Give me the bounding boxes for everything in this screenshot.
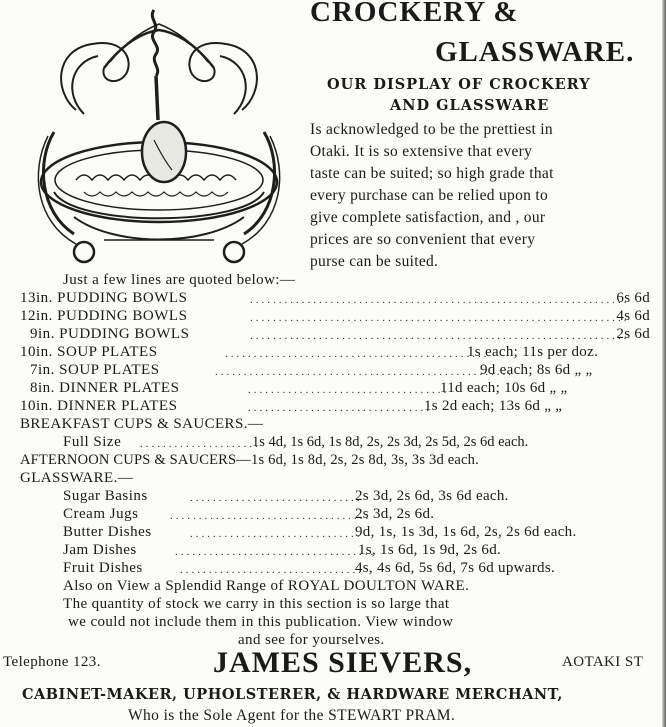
price-row bbox=[0, 344, 660, 361]
item-label: Jam Dishes bbox=[63, 542, 137, 558]
item-label: 7in. SOUP PLATES bbox=[30, 362, 160, 378]
item-price: 2s 3d, 2s 6d, 3s 6d each. bbox=[355, 488, 509, 504]
intro-line: purse can be suited. bbox=[310, 253, 439, 270]
breakfast-heading: BREAKFAST CUPS & SAUCERS.— bbox=[20, 416, 264, 432]
headline-crockery: CROCKERY & bbox=[310, 0, 519, 28]
leader-dots: .................................................... bbox=[215, 366, 514, 378]
leader-dots: .................................................................. bbox=[250, 294, 630, 306]
price-row bbox=[0, 290, 660, 307]
leader-dots: ................................ bbox=[248, 402, 432, 414]
leader-dots: .................................................................. bbox=[250, 312, 630, 324]
item-price: 6s 6d bbox=[616, 290, 650, 306]
headline-glassware: GLASSWARE. bbox=[435, 36, 635, 68]
leader-dots: .............................. bbox=[190, 492, 363, 504]
price-row bbox=[0, 380, 660, 397]
merchant-name: JAMES SIEVERS, bbox=[213, 646, 473, 679]
afternoon-cups-line: AFTERNOON CUPS & SAUCERS—1s 6d, 1s 8d, 2s, 2s 8d, 3s, 3s 3d each. bbox=[20, 452, 479, 468]
item-price: 2s 6d bbox=[616, 326, 650, 342]
item-label: 13in. PUDDING BOWLS bbox=[20, 290, 188, 306]
page-edge-shadow bbox=[662, 0, 666, 727]
item-price: 1s 4d, 1s 6d, 1s 8d, 2s, 2s 3d, 2s 5d, 2s 6d each. bbox=[252, 434, 529, 450]
intro-line: Is acknowledged to be the prettiest in bbox=[310, 121, 553, 138]
item-price: 1s 2d each; 13s 6d „ „ bbox=[424, 398, 563, 414]
street-address: AOTAKI ST bbox=[562, 654, 644, 670]
item-price: 11d each; 10s 6d „ „ bbox=[440, 380, 568, 396]
price-row bbox=[0, 362, 660, 379]
item-price: 1s, 1s 6d, 1s 9d, 2s 6d. bbox=[358, 542, 502, 558]
price-row bbox=[0, 308, 660, 325]
full-size-row bbox=[0, 434, 660, 451]
item-label: Butter Dishes bbox=[63, 524, 152, 540]
quantity-line: and see for yourselves. bbox=[238, 632, 385, 648]
dish-illustration bbox=[14, 2, 304, 272]
leader-dots: .............................................. bbox=[225, 348, 490, 360]
telephone-number: Telephone 123. bbox=[3, 654, 101, 670]
item-price: 4s 6d bbox=[616, 308, 650, 324]
leader-dots: .............................. bbox=[190, 528, 363, 540]
item-label: 9in. PUDDING BOWLS bbox=[30, 326, 190, 342]
intro-line: give complete satisfaction, and , our bbox=[310, 209, 546, 226]
item-price: 1s each; 11s per doz. bbox=[467, 344, 599, 360]
intro-line: Otaki. It is so extensive that every bbox=[310, 143, 533, 160]
leader-dots: .................................................................. bbox=[250, 330, 630, 342]
trade-description: CABINET-MAKER, UPHOLSTERER, & HARDWARE MERCHANT, bbox=[22, 686, 563, 703]
item-price: 9d each; 8s 6d „ „ bbox=[480, 362, 593, 378]
item-label: 10in. DINNER PLATES bbox=[20, 398, 178, 414]
intro-line: prices are so convenient that every bbox=[310, 231, 536, 248]
intro-line: every purchase can be relied upon to bbox=[310, 187, 549, 204]
price-row bbox=[0, 398, 660, 415]
item-price: 2s 3d, 2s 6d. bbox=[355, 506, 435, 522]
item-price: 4s, 4s 6d, 5s 6d, 7s 6d upwards. bbox=[355, 560, 556, 576]
price-row bbox=[0, 326, 660, 343]
quantity-line: we could not include them in this publication. View window bbox=[68, 614, 454, 630]
subheading-glassware: AND GLASSWARE bbox=[390, 97, 550, 114]
subheading-display: OUR DISPLAY OF CROCKERY bbox=[327, 76, 591, 93]
leader-dots: ................................ bbox=[180, 564, 364, 576]
glass-row bbox=[0, 542, 660, 559]
leader-dots: ................................... bbox=[170, 510, 372, 522]
item-label: Full Size bbox=[63, 434, 122, 450]
item-label: 12in. PUDDING BOWLS bbox=[20, 308, 188, 324]
sole-agent-line: Who is the Sole Agent for the STEWART PRAM. bbox=[128, 707, 456, 724]
item-label: Sugar Basins bbox=[63, 488, 148, 504]
leader-dots: ..................... bbox=[140, 438, 261, 450]
quoted-intro: Just a few lines are quoted below:— bbox=[63, 272, 296, 288]
leader-dots: ................................... bbox=[248, 384, 450, 396]
item-label: Cream Jugs bbox=[63, 506, 139, 522]
glass-row bbox=[0, 560, 660, 577]
leader-dots: ................................... bbox=[175, 546, 377, 558]
glass-row bbox=[0, 488, 660, 505]
quantity-line: The quantity of stock we carry in this section is so large that bbox=[63, 596, 450, 612]
intro-line: taste can be suited; so high grade that bbox=[310, 165, 554, 182]
item-price: 9d, 1s, 1s 3d, 1s 6d, 2s, 2s 6d each. bbox=[355, 524, 577, 540]
glass-row bbox=[0, 506, 660, 523]
item-label: Fruit Dishes bbox=[63, 560, 143, 576]
glassware-heading: GLASSWARE.— bbox=[20, 470, 134, 486]
royal-doulton-line: Also on View a Splendid Range of ROYAL DOULTON WARE. bbox=[63, 578, 470, 594]
item-label: 10in. SOUP PLATES bbox=[20, 344, 158, 360]
glass-row bbox=[0, 524, 660, 541]
item-label: 8in. DINNER PLATES bbox=[30, 380, 180, 396]
